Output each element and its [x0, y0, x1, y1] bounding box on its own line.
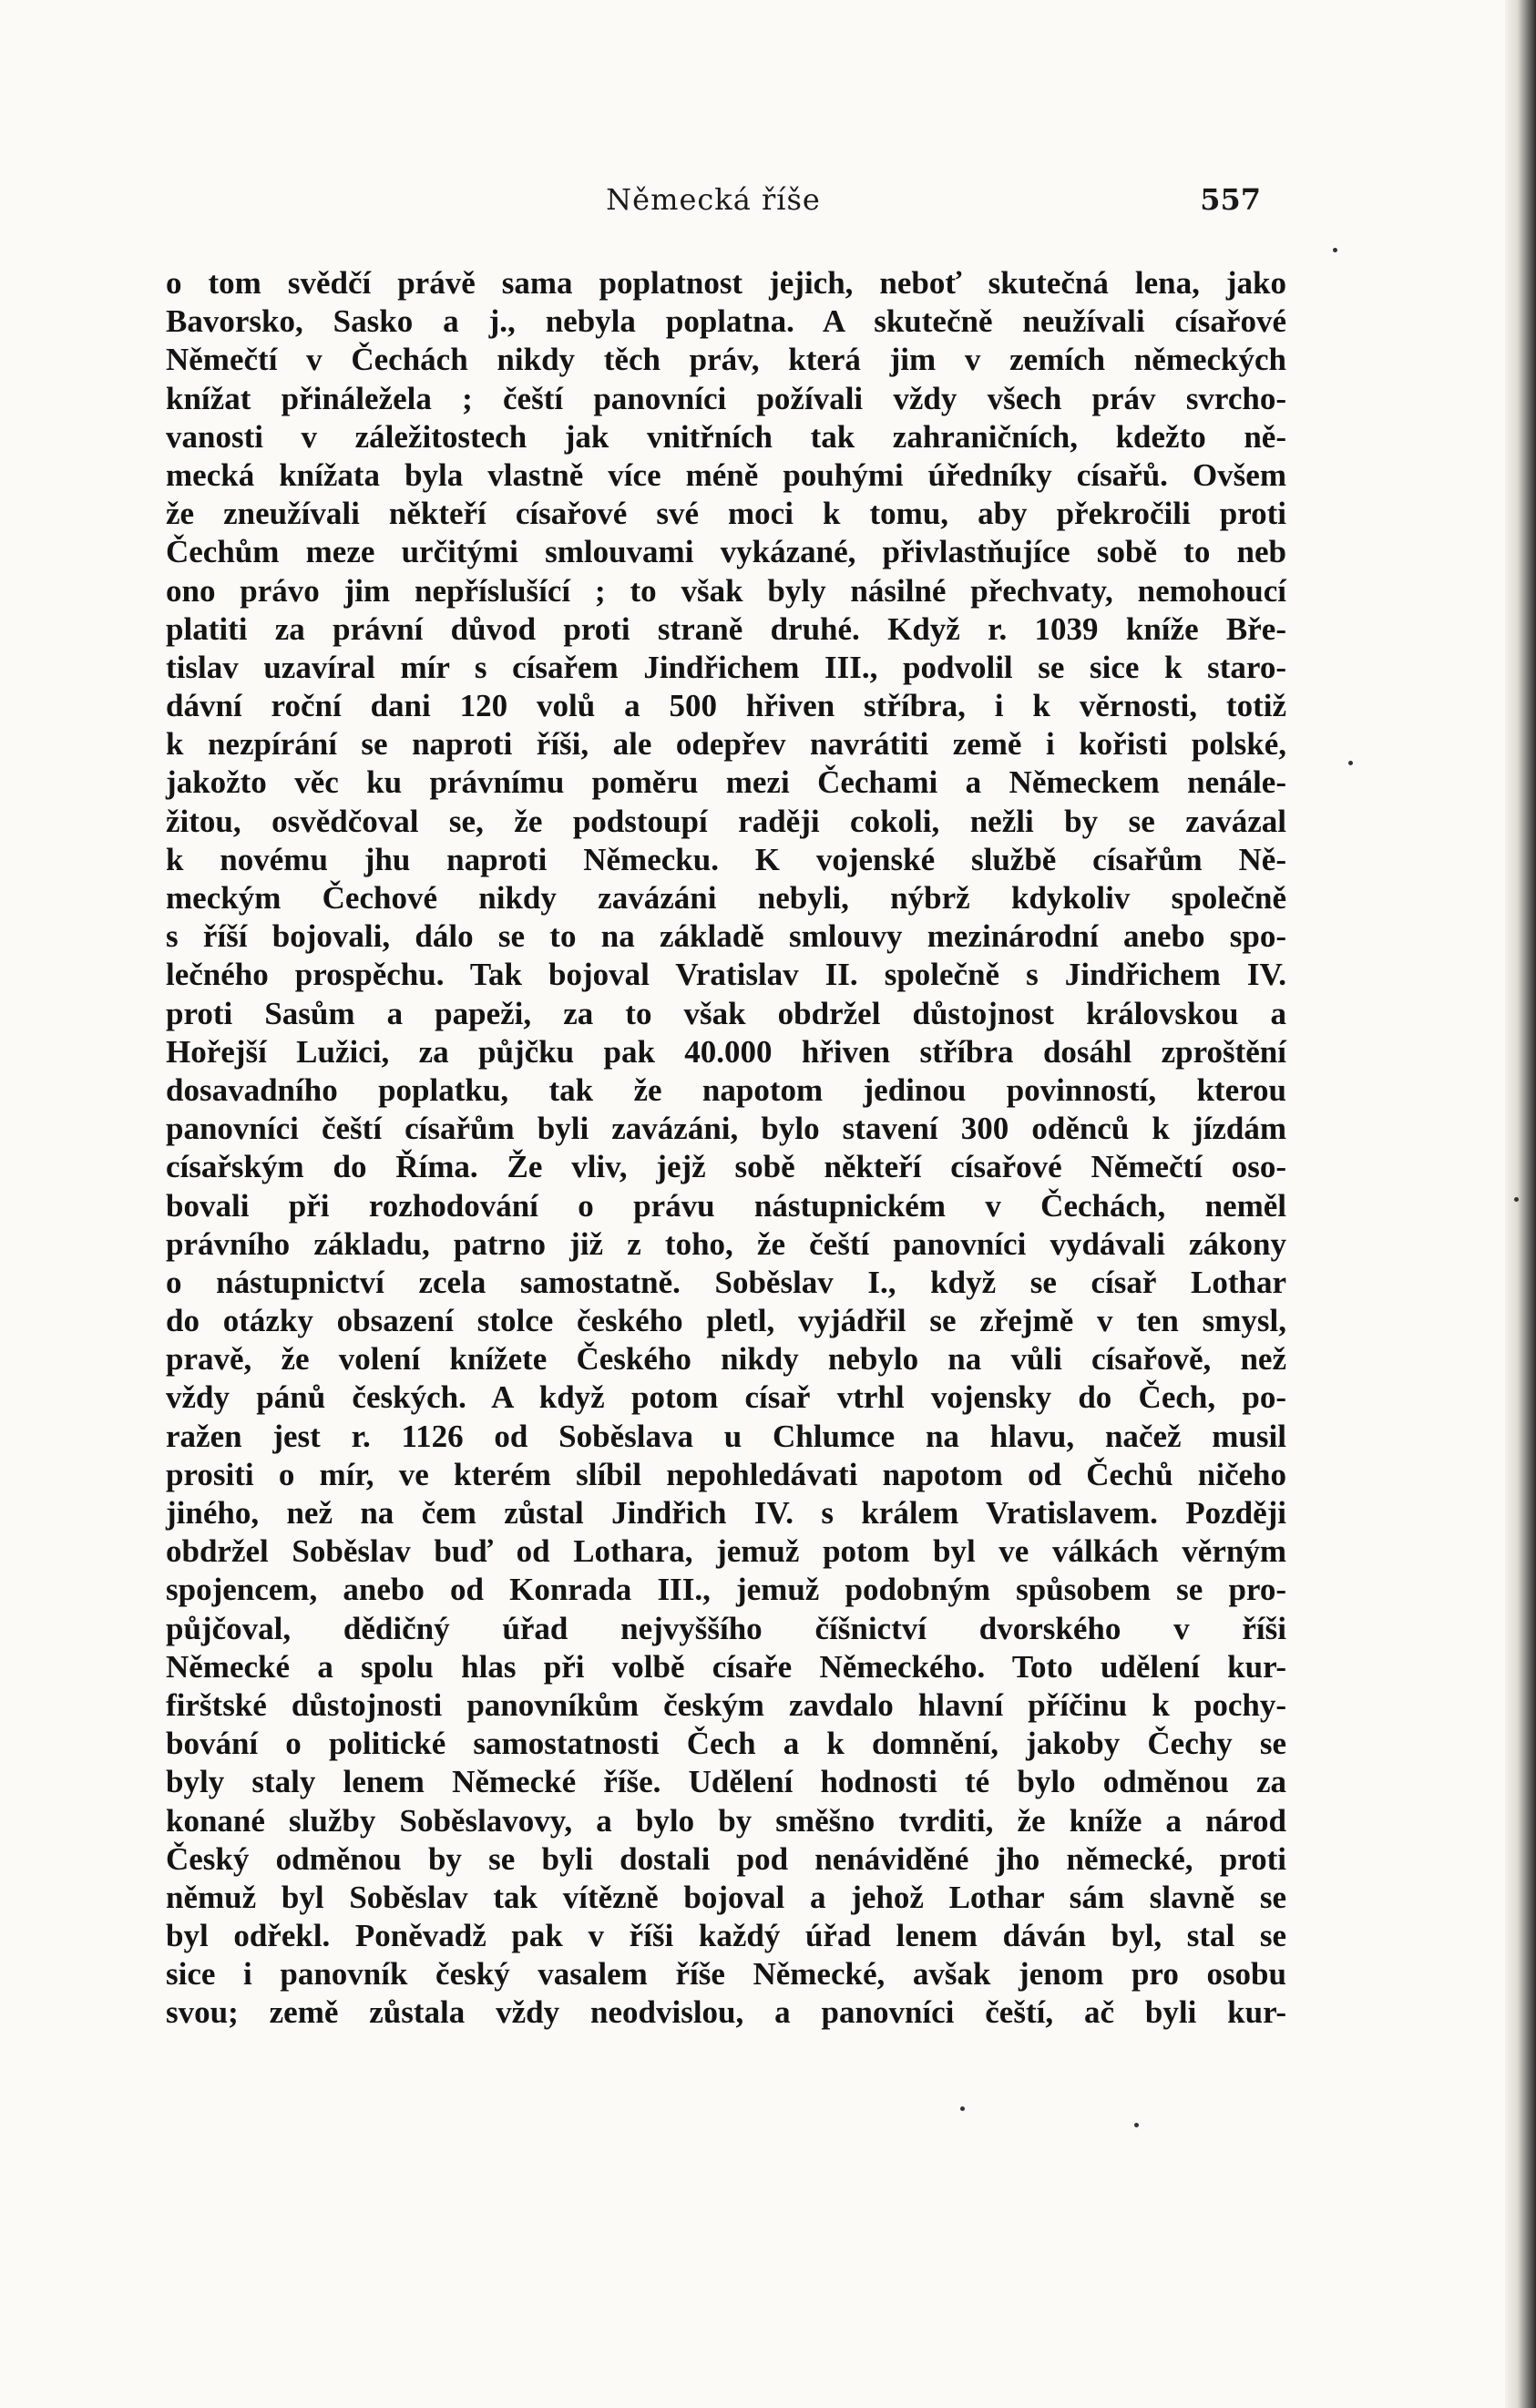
text-line: svou; země zůstala vždy neodvislou, a panovníci čeští, ač byli kur- [166, 1994, 1286, 2031]
print-speck [1134, 2123, 1139, 2127]
book-spine-edge [1505, 0, 1536, 2408]
print-speck [1333, 248, 1337, 252]
text-line: Hořejší Lužici, za půjčku pak 40.000 hřiven stříbra dosáhl zproštění [166, 1033, 1286, 1070]
text-line: platiti za právní důvod proti straně druhé. Když r. 1039 kníže Bře- [166, 610, 1286, 647]
text-line: půjčoval, dědičný úřad nejvyššího číšnictví dvorského v říši [166, 1610, 1286, 1646]
text-line: že zneužívali někteří císařové své moci k tomu, aby překročili proti [166, 496, 1286, 532]
text-line: spojencem, anebo od Konrada III., jemuž podobným spůsobem se pro- [166, 1572, 1286, 1608]
text-line: Český odměnou by se byli dostali pod nenáviděné jho německé, proti [166, 1840, 1286, 1877]
text-line: ražen jest r. 1126 od Soběslava u Chlumce na hlavu, načež musil [166, 1418, 1286, 1454]
text-line: o nástupnictví zcela samostatně. Soběslav I., když se císař Lothar [166, 1264, 1286, 1300]
page-number: 557 [1200, 182, 1261, 217]
text-line: Němečtí v Čechách nikdy těch práv, která jim v zemích německých [166, 342, 1286, 378]
text-line: do otázky obsazení stolce českého pletl, vyjádřil se zřejmě v ten smysl, [166, 1303, 1286, 1339]
text-line: dávní roční dani 120 volů a 500 hřiven stříbra, i k věrnosti, totiž [166, 688, 1286, 724]
text-line: vždy pánů českých. A když potom císař vtrhl vojensky do Čech, po- [166, 1379, 1286, 1416]
text-line: tislav uzavíral mír s císařem Jindřichem III., podvolil se sice k staro- [166, 649, 1286, 685]
header-title: Německá říše [606, 182, 821, 217]
text-line: jakožto věc ku právnímu poměru mezi Čechami a Německem nenále- [166, 764, 1286, 801]
text-line: Bavorsko, Sasko a j., nebyla poplatna. A skutečně neužívali císařové [166, 303, 1286, 340]
text-line: konané služby Soběslavovy, a bylo by směšno tvrditi, že kníže a národ [166, 1802, 1286, 1839]
text-line: bovali při rozhodování o právu nástupnickém v Čechách, neměl [166, 1187, 1286, 1224]
text-line: právního základu, patrno již z toho, že čeští panovníci vydávali zákony [166, 1225, 1286, 1262]
text-line: proti Sasům a papeži, za to však obdržel důstojnost královskou a [166, 995, 1286, 1031]
text-line: panovníci čeští císařům byli zavázáni, bylo stavení 300 oděnců k jízdám [166, 1111, 1286, 1147]
text-line: firštské důstojnosti panovníkům českým zavdalo hlavní příčinu k pochy- [166, 1686, 1286, 1723]
text-line: obdržel Soběslav buď od Lothara, jemuž potom byl ve válkách věrným [166, 1533, 1286, 1570]
text-line: vanosti v záležitostech jak vnitřních tak zahraničních, kdežto ně- [166, 418, 1286, 455]
text-line: císařským do Říma. Že vliv, jejž sobě někteří císařové Němečtí oso- [166, 1149, 1286, 1185]
body-text [166, 264, 1286, 2033]
text-line: o tom svědčí právě sama poplatnost jejich, neboť skutečná lena, jako [166, 265, 1286, 301]
text-line: jiného, než na čem zůstal Jindřich IV. s králem Vratislavem. Později [166, 1495, 1286, 1531]
text-line: pravě, že volení knížete Českého nikdy nebylo na vůli císařově, než [166, 1341, 1286, 1378]
text-line: němuž byl Soběslav tak vítězně bojoval a jehož Lothar sám slavně se [166, 1879, 1286, 1915]
text-line: k nezpírání se naproti říši, ale odepřev navrátiti země i kořisti polské, [166, 726, 1286, 763]
text-line: prositi o mír, ve kterém slíbil nepohledávati napotom od Čechů ničeho [166, 1456, 1286, 1492]
text-line: lečného prospěchu. Tak bojoval Vratislav II. společně s Jindřichem IV. [166, 957, 1286, 993]
text-line: meckým Čechové nikdy zavázáni nebyli, nýbrž kdykoliv společně [166, 880, 1286, 916]
print-speck [1348, 761, 1353, 765]
text-line: byl odřekl. Poněvadž pak v říši každý úřad lenem dáván byl, stal se [166, 1918, 1286, 1954]
text-line: k novému jhu naproti Německu. K vojenské službě císařům Ně- [166, 841, 1286, 877]
text-line: s říší bojovali, dálo se to na základě smlouvy mezinárodní anebo spo- [166, 918, 1286, 955]
text-line: mecká knížata byla vlastně více méně pouhými úředníky císařů. Ovšem [166, 456, 1286, 493]
text-line: bování o politické samostatnosti Čech a k domnění, jakoby Čechy se [166, 1726, 1286, 1762]
text-line: sice i panovník český vasalem říše Německé, avšak jenom pro osobu [166, 1956, 1286, 1993]
running-header [166, 182, 1261, 226]
print-speck [960, 2106, 965, 2111]
print-speck [1514, 1197, 1519, 1202]
text-line: Čechům meze určitými smlouvami vykázané, přivlastňujíce sobě to neb [166, 534, 1286, 570]
text-line: dosavadního poplatku, tak že napotom jedinou povinností, kterou [166, 1071, 1286, 1108]
text-line: Německé a spolu hlas při volbě císaře Německého. Toto udělení kur- [166, 1648, 1286, 1685]
text-line: knížat přináležela ; čeští panovníci požívali vždy všech práv svrcho- [166, 380, 1286, 416]
text-line: ono právo jim nepříslušící ; to však byly násilné přechvaty, nemohoucí [166, 572, 1286, 609]
text-line: byly staly lenem Německé říše. Udělení hodnosti té bylo odměnou za [166, 1764, 1286, 1800]
text-line: žitou, osvědčoval se, že podstoupí raději cokoli, nežli by se zavázal [166, 803, 1286, 839]
